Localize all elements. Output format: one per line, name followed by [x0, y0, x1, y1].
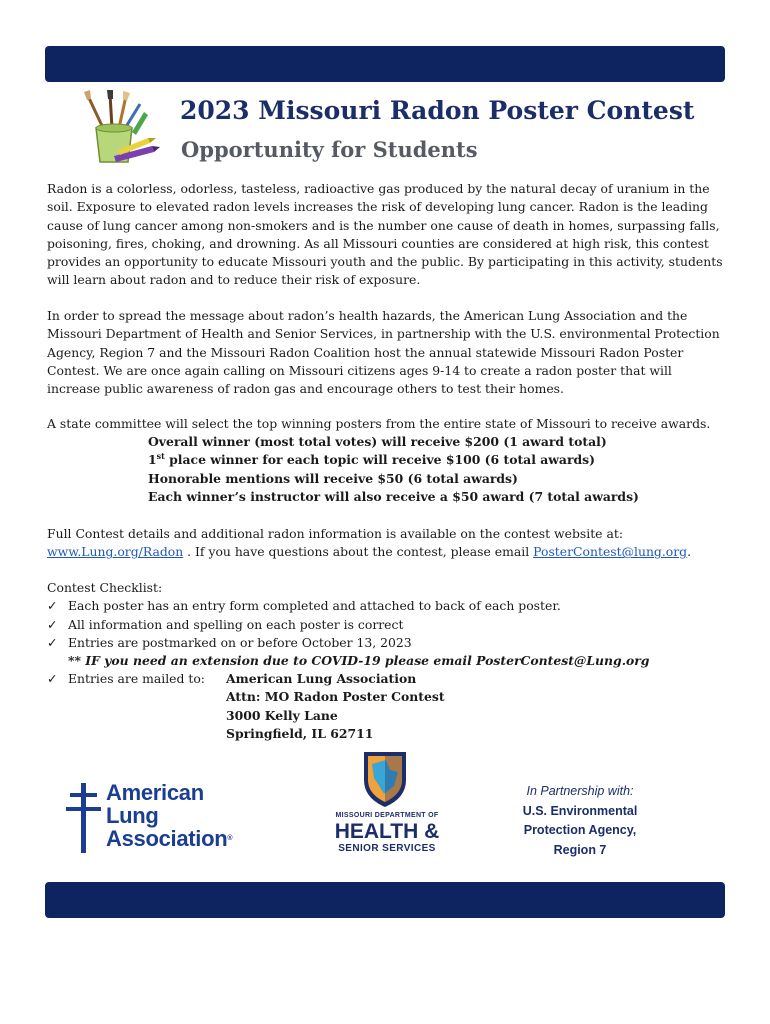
ala-line-2: Lung: [106, 803, 159, 828]
checklist-item: [47, 616, 727, 634]
checklist-item-text: Each poster has an entry form completed and attached to back of each poster.: [68, 598, 561, 614]
mail-label: Entries are mailed to:: [68, 671, 205, 687]
ala-tm: ®: [227, 835, 233, 842]
award-honorable: Honorable mentions will receive $50 (6 total awards): [148, 470, 518, 486]
checklist-item-text: All information and spelling on each poster is correct: [68, 616, 404, 632]
checkmark-icon: ✓: [47, 634, 58, 650]
page-title: 2023 Missouri Radon Poster Contest: [180, 96, 695, 125]
dhss-big-text: HEALTH &: [334, 820, 440, 843]
partner-org-line: Protection Agency,: [523, 823, 637, 837]
intro-paragraph-partners: In order to spread the message about radon’s health hazards, the American Lung Association and the Missouri Department of Health and Senior Services, in partnership with the U.S. environmental Protection Agency, Region 7 and the Missouri Radon Coalition host the annual statewide Missouri Radon Poster Contest. We are once again calling on Missouri citizens ages 9-14 to create a radon poster that will increase public awareness of radon gas and encourage others to test their homes.: [47, 308, 720, 397]
award-first-place: [148, 451, 639, 469]
address-line: 3000 Kelly Lane: [226, 707, 338, 723]
email-link[interactable]: PosterContest@lung.org: [533, 544, 688, 560]
intro-paragraph-radon: Radon is a colorless, odorless, tasteless, radioactive gas produced by the natural decay of uranium in the soil. Exposure to elevated radon levels increases the risk of developing lung cancer. Radon is the leading cause of lung cancer among non-smokers and is the number one cause of death in homes, surpassing falls, poisoning, fires, choking, and drowning. As all Missouri counties are considered at high risk, this contest provides an opportunity to educate Missouri youth and the public. By participating in this activity, students will learn about radon and to reduce their risk of exposure.: [47, 181, 723, 288]
award-first-sup: st: [156, 451, 165, 462]
checklist-item: [47, 634, 727, 652]
art-supplies-cup-icon: [74, 90, 160, 170]
details-middle: . If you have questions about the contest, please email: [183, 544, 534, 560]
checklist-item-text: Entries are postmarked on or before October 13, 2023: [68, 634, 412, 650]
address-line: Springfield, IL 62711: [226, 725, 374, 741]
partnership-block: [505, 782, 655, 860]
checkmark-icon: ✓: [47, 671, 58, 687]
award-instructor: Each winner’s instructor will also receive a $50 award (7 total awards): [148, 488, 639, 504]
committee-paragraph: A state committee will select the top winning posters from the entire state of Missouri to receive awards.: [47, 416, 711, 431]
checklist-heading: Contest Checklist:: [47, 580, 163, 595]
mailing-address: [226, 670, 445, 743]
award-first-rest: place winner for each topic will receive $100 (6 total awards): [164, 452, 595, 468]
dhss-small-text: MISSOURI DEPARTMENT OF: [335, 812, 439, 819]
shield-icon: [360, 750, 410, 808]
partner-org-line: Region 7: [553, 842, 607, 857]
details-end: .: [687, 544, 692, 560]
address-line: American Lung Association: [226, 671, 417, 686]
details-lead: Full Contest details and additional radon information is available on the contest website at:: [47, 526, 623, 541]
award-overall: Overall winner (most total votes) will receive $200 (1 award total): [148, 434, 607, 449]
bottom-banner: [45, 882, 725, 918]
page-subtitle: Opportunity for Students: [181, 137, 478, 162]
awards-list: [148, 433, 639, 506]
checkmark-icon: ✓: [47, 598, 58, 614]
checklist-item: [47, 597, 727, 615]
details-paragraph: [47, 525, 727, 562]
checkmark-icon: ✓: [47, 616, 58, 632]
top-banner: [45, 46, 725, 82]
extension-note: ** IF you need an extension due to COVID-19 please email PosterContest@Lung.org: [68, 653, 650, 669]
address-line: Attn: MO Radon Poster Contest: [226, 689, 445, 705]
ala-line-1: American: [106, 780, 204, 805]
mo-dhss-logo: [322, 750, 452, 858]
ala-line-3: Association: [106, 826, 228, 851]
partner-org-line: U.S. Environmental: [522, 803, 638, 818]
partner-intro: In Partnership with:: [526, 784, 634, 798]
american-lung-association-logo: [66, 781, 246, 853]
double-cross-icon: [66, 783, 102, 853]
award-first-num: 1: [148, 452, 157, 468]
website-link[interactable]: www.Lung.org/Radon: [47, 544, 184, 560]
dhss-sub-text: SENIOR SERVICES: [338, 843, 436, 854]
